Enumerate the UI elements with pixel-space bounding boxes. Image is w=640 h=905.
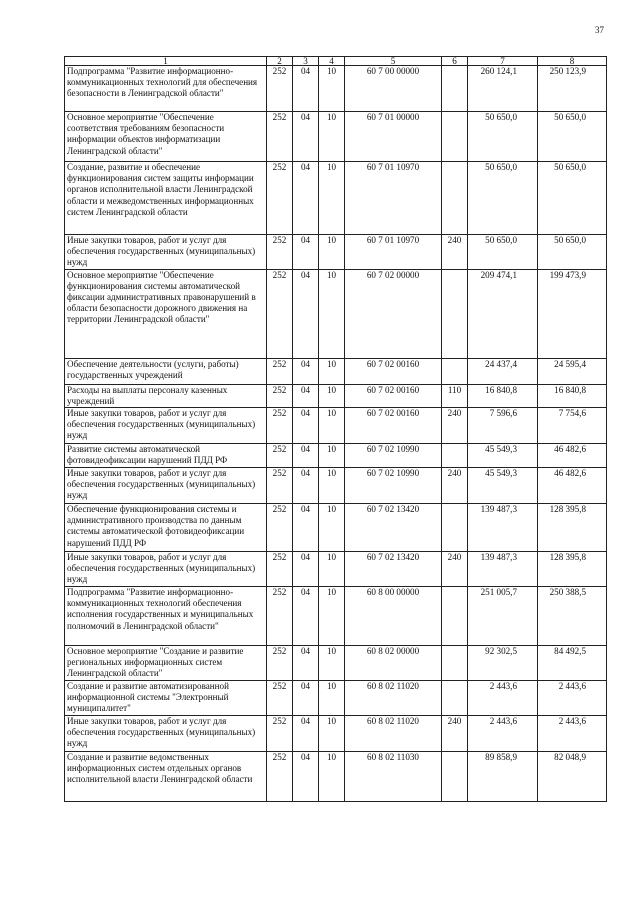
row-amount-year2: 46 482,6 — [538, 444, 607, 468]
row-section: 04 — [293, 716, 319, 752]
table-row — [65, 444, 607, 468]
row-subsection: 10 — [319, 358, 345, 384]
row-name: Подпрограмма "Развитие информационно-коммуникационных технологий обеспечения исполнения государственных и муниципальных полномочий в Ленинградской области" — [65, 587, 267, 646]
row-amount-year1: 45 549,3 — [468, 444, 538, 468]
row-amount-year1: 7 596,6 — [468, 408, 538, 444]
column-header: 5 — [345, 57, 442, 66]
row-target-article: 60 7 02 10990 — [345, 468, 442, 504]
row-section: 04 — [293, 646, 319, 681]
row-expense-type: 110 — [442, 384, 468, 407]
row-subsection: 10 — [319, 66, 345, 112]
row-name: Основное мероприятие "Обеспечение соответствия требованиям безопасности информации объектов информатизации Ленинградской области" — [65, 112, 267, 162]
table-row — [65, 358, 607, 384]
row-subsection: 10 — [319, 162, 345, 235]
row-section: 04 — [293, 269, 319, 358]
row-name: Создание, развитие и обеспечение функционирования систем защиты информации органов исполнительной власти Ленинградской области и межведомственных информационных систем Ленинградской области — [65, 162, 267, 235]
row-name: Иные закупки товаров, работ и услуг для обеспечения государственных (муниципальных) нужд — [65, 408, 267, 444]
row-amount-year2: 2 443,6 — [538, 716, 607, 752]
row-subsection: 10 — [319, 444, 345, 468]
row-amount-year1: 209 474,1 — [468, 269, 538, 358]
row-code: 252 — [267, 587, 293, 646]
row-amount-year2: 2 443,6 — [538, 681, 607, 716]
row-amount-year1: 139 487,3 — [468, 504, 538, 552]
row-name: Подпрограмма "Развитие информационно-коммуникационных технологий для обеспечения безопасности в Ленинградской области" — [65, 66, 267, 112]
row-subsection: 10 — [319, 269, 345, 358]
table-row — [65, 112, 607, 162]
row-amount-year2: 24 595,4 — [538, 358, 607, 384]
row-section: 04 — [293, 504, 319, 552]
row-amount-year1: 50 650,0 — [468, 235, 538, 270]
row-subsection: 10 — [319, 504, 345, 552]
row-expense-type — [442, 358, 468, 384]
row-amount-year2: 7 754,6 — [538, 408, 607, 444]
row-expense-type: 240 — [442, 716, 468, 752]
row-code: 252 — [267, 681, 293, 716]
row-name: Иные закупки товаров, работ и услуг для обеспечения государственных (муниципальных) нужд — [65, 235, 267, 270]
row-target-article: 60 7 02 00000 — [345, 269, 442, 358]
row-code: 252 — [267, 552, 293, 587]
row-amount-year2: 84 492,5 — [538, 646, 607, 681]
row-subsection: 10 — [319, 408, 345, 444]
row-name: Обеспечение деятельности (услуги, работы) государственных учреждений — [65, 358, 267, 384]
row-section: 04 — [293, 235, 319, 270]
row-name: Расходы на выплаты персоналу казенных учреждений — [65, 384, 267, 407]
row-target-article: 60 7 02 00160 — [345, 358, 442, 384]
row-amount-year1: 139 487,3 — [468, 552, 538, 587]
row-amount-year2: 82 048,9 — [538, 752, 607, 802]
row-expense-type — [442, 66, 468, 112]
row-code: 252 — [267, 235, 293, 270]
row-target-article: 60 8 02 11030 — [345, 752, 442, 802]
row-target-article: 60 7 01 10970 — [345, 162, 442, 235]
row-expense-type — [442, 681, 468, 716]
row-name: Создание и развитие ведомственных информационных систем отдельных органов исполнительной власти Ленинградской области — [65, 752, 267, 802]
row-target-article: 60 7 00 00000 — [345, 66, 442, 112]
row-subsection: 10 — [319, 681, 345, 716]
row-subsection: 10 — [319, 646, 345, 681]
row-target-article: 60 8 02 11020 — [345, 681, 442, 716]
row-expense-type: 240 — [442, 552, 468, 587]
row-section: 04 — [293, 408, 319, 444]
table-row — [65, 552, 607, 587]
row-subsection: 10 — [319, 384, 345, 407]
row-code: 252 — [267, 162, 293, 235]
row-amount-year1: 24 437,4 — [468, 358, 538, 384]
row-target-article: 60 8 02 00000 — [345, 646, 442, 681]
row-code: 252 — [267, 468, 293, 504]
row-amount-year1: 260 124,1 — [468, 66, 538, 112]
row-code: 252 — [267, 384, 293, 407]
row-amount-year1: 2 443,6 — [468, 681, 538, 716]
row-expense-type — [442, 587, 468, 646]
table-row — [65, 504, 607, 552]
row-code: 252 — [267, 444, 293, 468]
row-amount-year2: 250 123,9 — [538, 66, 607, 112]
row-section: 04 — [293, 66, 319, 112]
row-subsection: 10 — [319, 587, 345, 646]
row-expense-type — [442, 444, 468, 468]
column-header: 2 — [267, 57, 293, 66]
table-row — [65, 162, 607, 235]
table-row — [65, 66, 607, 112]
row-name: Обеспечение функционирования системы и административного производства по данным системы автоматической фотовидеофиксации нарушений ПДД РФ — [65, 504, 267, 552]
table-row — [65, 716, 607, 752]
row-code: 252 — [267, 66, 293, 112]
row-expense-type — [442, 752, 468, 802]
row-section: 04 — [293, 358, 319, 384]
row-code: 252 — [267, 269, 293, 358]
row-target-article: 60 8 00 00000 — [345, 587, 442, 646]
column-header: 7 — [468, 57, 538, 66]
row-expense-type — [442, 112, 468, 162]
row-amount-year1: 50 650,0 — [468, 162, 538, 235]
row-amount-year2: 250 388,5 — [538, 587, 607, 646]
row-amount-year2: 50 650,0 — [538, 235, 607, 270]
row-amount-year2: 16 840,8 — [538, 384, 607, 407]
table-row — [65, 408, 607, 444]
row-code: 252 — [267, 646, 293, 681]
row-amount-year2: 50 650,0 — [538, 162, 607, 235]
row-expense-type — [442, 646, 468, 681]
row-code: 252 — [267, 408, 293, 444]
row-target-article: 60 7 02 00160 — [345, 408, 442, 444]
row-target-article: 60 7 02 13420 — [345, 552, 442, 587]
table-row — [65, 269, 607, 358]
table-row — [65, 752, 607, 802]
row-amount-year2: 128 395,8 — [538, 504, 607, 552]
row-expense-type — [442, 269, 468, 358]
page-number: 37 — [595, 25, 604, 35]
row-target-article: 60 8 02 11020 — [345, 716, 442, 752]
row-name: Иные закупки товаров, работ и услуг для обеспечения государственных (муниципальных) нужд — [65, 468, 267, 504]
row-code: 252 — [267, 716, 293, 752]
row-amount-year1: 16 840,8 — [468, 384, 538, 407]
column-header: 8 — [538, 57, 607, 66]
row-name: Иные закупки товаров, работ и услуг для обеспечения государственных (муниципальных) нужд — [65, 552, 267, 587]
row-amount-year2: 50 650,0 — [538, 112, 607, 162]
table-row — [65, 235, 607, 270]
row-section: 04 — [293, 681, 319, 716]
row-subsection: 10 — [319, 752, 345, 802]
row-name: Развитие системы автоматической фотовидеофиксации нарушений ПДД РФ — [65, 444, 267, 468]
row-expense-type — [442, 162, 468, 235]
row-expense-type — [442, 504, 468, 552]
row-section: 04 — [293, 112, 319, 162]
column-header: 4 — [319, 57, 345, 66]
row-amount-year1: 2 443,6 — [468, 716, 538, 752]
row-subsection: 10 — [319, 468, 345, 504]
row-subsection: 10 — [319, 552, 345, 587]
row-code: 252 — [267, 504, 293, 552]
row-section: 04 — [293, 587, 319, 646]
row-amount-year1: 45 549,3 — [468, 468, 538, 504]
row-target-article: 60 7 02 13420 — [345, 504, 442, 552]
row-section: 04 — [293, 444, 319, 468]
row-section: 04 — [293, 552, 319, 587]
row-expense-type: 240 — [442, 468, 468, 504]
table-row — [65, 681, 607, 716]
column-header: 1 — [65, 57, 267, 66]
row-name: Создание и развитие автоматизированной информационной системы "Электронный муниципалитет" — [65, 681, 267, 716]
row-section: 04 — [293, 162, 319, 235]
row-name: Иные закупки товаров, работ и услуг для обеспечения государственных (муниципальных) нужд — [65, 716, 267, 752]
row-amount-year1: 89 858,9 — [468, 752, 538, 802]
row-expense-type: 240 — [442, 408, 468, 444]
row-section: 04 — [293, 752, 319, 802]
row-name: Основное мероприятие "Обеспечение функционирования системы автоматической фиксации административных правонарушений в области безопасности дорожного движения на территории Ленинградской области" — [65, 269, 267, 358]
row-target-article: 60 7 01 00000 — [345, 112, 442, 162]
row-subsection: 10 — [319, 112, 345, 162]
row-amount-year1: 50 650,0 — [468, 112, 538, 162]
row-section: 04 — [293, 384, 319, 407]
row-amount-year2: 128 395,8 — [538, 552, 607, 587]
row-amount-year1: 92 302,5 — [468, 646, 538, 681]
column-header: 3 — [293, 57, 319, 66]
table-row — [65, 468, 607, 504]
row-code: 252 — [267, 112, 293, 162]
row-section: 04 — [293, 468, 319, 504]
column-header: 6 — [442, 57, 468, 66]
row-amount-year1: 251 005,7 — [468, 587, 538, 646]
row-code: 252 — [267, 752, 293, 802]
row-expense-type: 240 — [442, 235, 468, 270]
budget-table — [64, 56, 607, 802]
table-body — [65, 66, 607, 802]
row-subsection: 10 — [319, 235, 345, 270]
table-row — [65, 587, 607, 646]
row-subsection: 10 — [319, 716, 345, 752]
row-target-article: 60 7 01 10970 — [345, 235, 442, 270]
row-amount-year2: 46 482,6 — [538, 468, 607, 504]
row-target-article: 60 7 02 10990 — [345, 444, 442, 468]
row-code: 252 — [267, 358, 293, 384]
row-name: Основное мероприятие "Создание и развитие региональных информационных систем Ленинградской области" — [65, 646, 267, 681]
row-amount-year2: 199 473,9 — [538, 269, 607, 358]
header-row — [65, 57, 607, 66]
table-row — [65, 384, 607, 407]
table-row — [65, 646, 607, 681]
row-target-article: 60 7 02 00160 — [345, 384, 442, 407]
